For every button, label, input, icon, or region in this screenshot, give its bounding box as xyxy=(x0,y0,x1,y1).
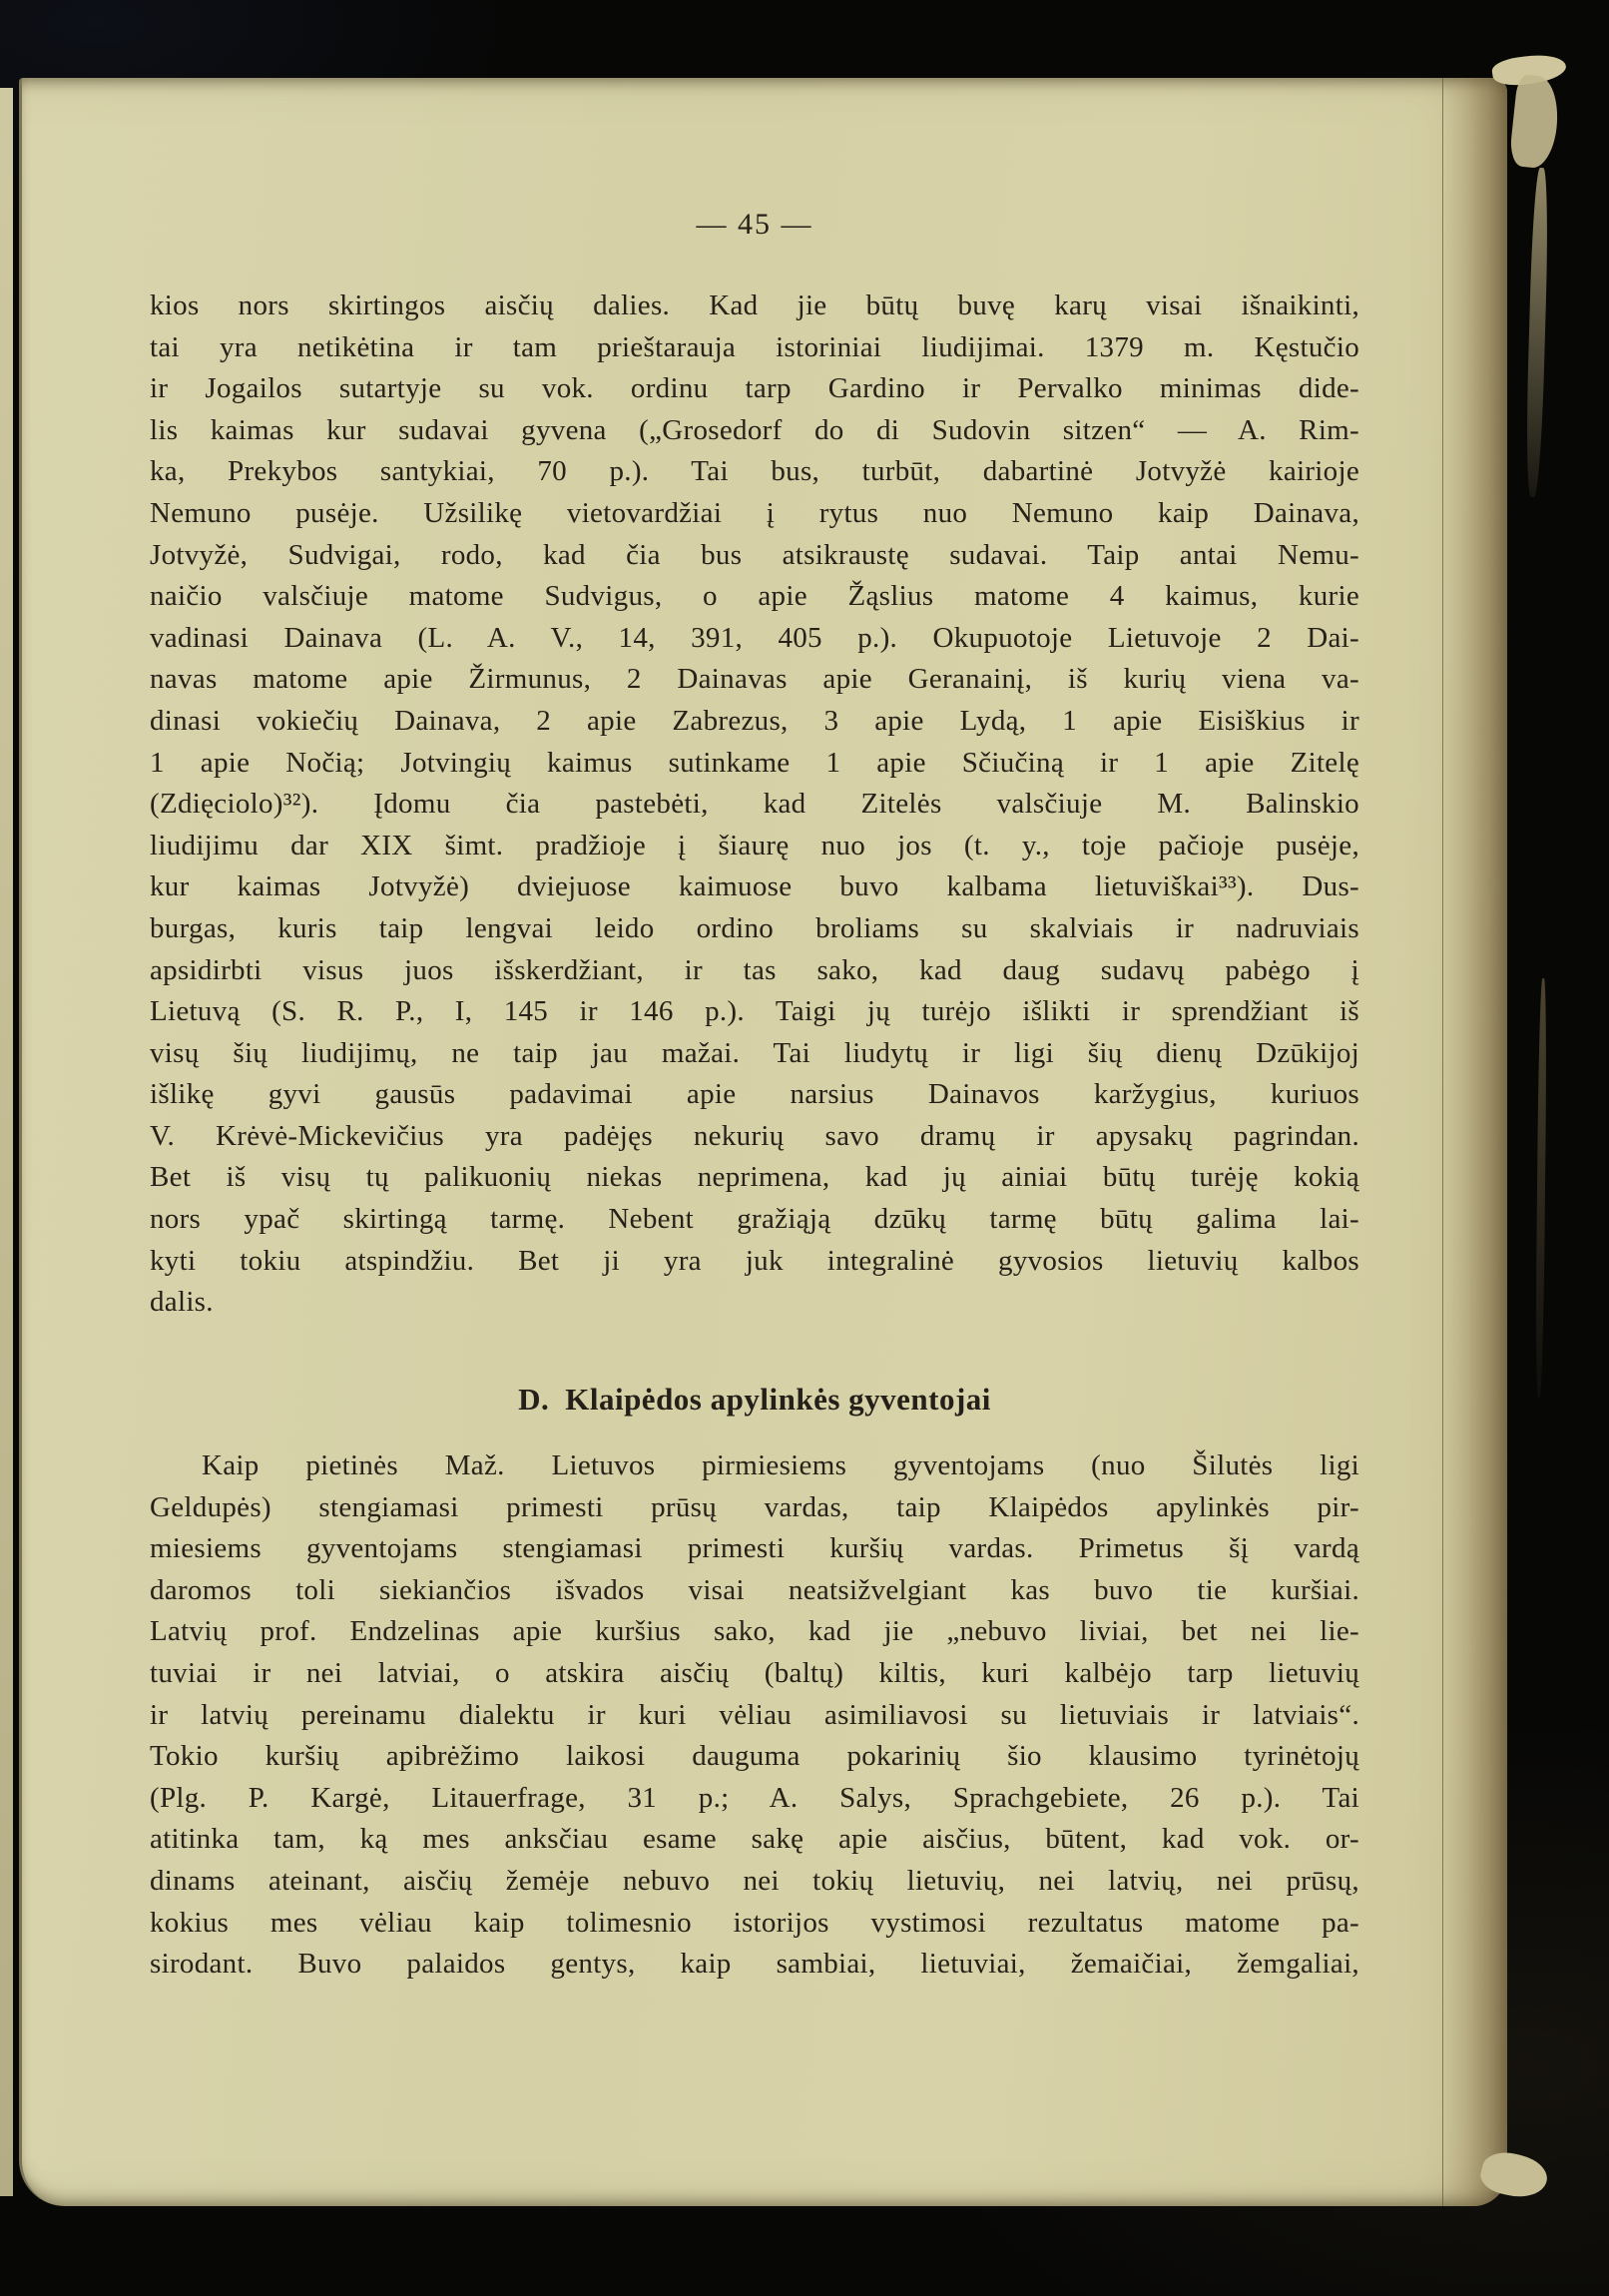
text-line: Bet iš visų tų palikuonių niekas neprimena, kad jų ainiai būtų turėję kokią xyxy=(150,1161,1359,1194)
text-line: atitinka tam, ką mes anksčiau esame sakę apie aisčius, būtent, kad vok. or- xyxy=(150,1823,1359,1856)
book-page xyxy=(19,78,1507,2206)
text-line: nors ypač skirtingą tarmę. Nebent gražiąją dzūkų tarmę būtų galima lai- xyxy=(150,1203,1359,1236)
text-line: visų šių liudijimų, ne taip jau mažai. Tai liudytų ir ligi šių dienų Dzūkijoj xyxy=(150,1036,1359,1069)
text-line: vadinasi Dainava (L. A. V., 14, 391, 405 p.). Okupuotoje Lietuvoje 2 Dai- xyxy=(150,621,1359,654)
text-line: burgas, kuris taip lengvai leido ordino broliams su skalviais ir nadruviais xyxy=(150,911,1359,944)
text-line: Nemuno pusėje. Užsilikę vietovardžiai į rytus nuo Nemuno kaip Dainava, xyxy=(150,496,1359,529)
body-paragraph-section xyxy=(150,1445,1359,1986)
section-heading: D. Klaipėdos apylinkės gyventojai xyxy=(518,1382,991,1417)
text-line: dinams ateinant, aisčių žemėje nebuvo nei tokių lietuvių, nei latvių, nei prūsų, xyxy=(150,1864,1359,1897)
text-line: dalis. xyxy=(150,1286,214,1319)
text-line: 1 apie Nočią; Jotvingių kaimus sutinkame 1 apie Sčiučiną ir 1 apie Zitelę xyxy=(150,746,1359,779)
text-line: dinasi vokiečių Dainava, 2 apie Zabrezus, 3 apie Lydą, 1 apie Eisiškius ir xyxy=(150,704,1359,737)
page-edge-highlight xyxy=(1524,168,1549,497)
text-line: kur kaimas Jotvyžė) dviejuose kaimuose buvo kalbama lietuviškai³³). Dus- xyxy=(150,870,1359,903)
text-line: Lietuvą (S. R. P., I, 145 ir 146 p.). Taigi jų turėjo išlikti ir sprendžiant iš xyxy=(150,995,1359,1028)
text-line: ir latvių pereinamu dialektu ir kuri vėliau asimiliavosi su lietuviais ir latviais“. xyxy=(150,1698,1359,1731)
text-line: ir Jogailos sutartyje su vok. ordinu tarp Gardino ir Pervalko minimas dide- xyxy=(150,372,1359,405)
text-line: Jotvyžė, Sudvigai, rodo, kad čia bus atsikraustę sudavai. Taip antai Nemu- xyxy=(150,538,1359,571)
text-line: sirodant. Buvo palaidos gentys, kaip sambiai, lietuviai, žemaičiai, žemgaliai, xyxy=(150,1948,1359,1981)
body-paragraph-continued xyxy=(150,286,1359,1324)
text-line: išlikę gyvi gausūs padavimai apie narsius Dainavos karžygius, kuriuos xyxy=(150,1078,1359,1111)
text-line: Tokio kuršių apibrėžimo laikosi dauguma pokarinių šio klausimo tyrinėtojų xyxy=(150,1740,1359,1773)
text-line: lis kaimas kur sudavai gyvena („Grosedorf do di Sudovin sitzen“ — A. Rim- xyxy=(150,413,1359,446)
text-line: naičio valsčiuje matome Sudvigus, o apie Žąslius matome 4 kaimus, kurie xyxy=(150,580,1359,613)
text-line: tai yra netikėtina ir tam prieštarauja istoriniai liudijimai. 1379 m. Kęstučio xyxy=(150,330,1359,363)
text-line: kyti tokiu atspindžiu. Bet ji yra juk integralinė gyvosios lietuvių kalbos xyxy=(150,1244,1359,1277)
text-line: liudijimu dar XIX šimt. pradžioje į šiaurę nuo jos (t. y., toje pačioje pusėje, xyxy=(150,829,1359,861)
page-edge-highlight xyxy=(1535,978,1547,1398)
text-line: kios nors skirtingos aisčių dalies. Kad jie būtų buvę karų visai išnaikinti, xyxy=(150,289,1359,321)
text-line: (Zdięciolo)³²). Įdomu čia pastebėti, kad Zitelės valsčiuje M. Balinskio xyxy=(150,788,1359,821)
text-line: ka, Prekybos santykiai, 70 p.). Tai bus, turbūt, dabartinė Jotvyžė kairioje xyxy=(150,455,1359,488)
text-line: tuviai ir nei latviai, o atskira aisčių (baltų) kiltis, kuri kalbėjo tarp lietuvių xyxy=(150,1656,1359,1689)
torn-paper-scrap xyxy=(1508,74,1561,170)
page-number: — 45 — xyxy=(696,208,813,241)
text-line: daromos toli siekiančios išvados visai neatsižvelgiant kas buvo tie kuršiai. xyxy=(150,1573,1359,1606)
text-line: (Plg. P. Kargė, Litauerfrage, 31 p.; A. Salys, Sprachgebiete, 26 p.). Tai xyxy=(150,1781,1359,1814)
text-line: kokius mes vėliau kaip tolimesnio istorijos vystimosi rezultatus matome pa- xyxy=(150,1906,1359,1939)
text-line: Geldupės) stengiamasi primesti prūsų vardas, taip Klaipėdos apylinkės pir- xyxy=(150,1490,1359,1523)
book-fore-edge xyxy=(1442,78,1507,2206)
text-line: V. Krėvė-Mickevičius yra padėjęs nekurių savo dramų ir apysakų pagrindan. xyxy=(150,1119,1359,1152)
text-line: Kaip pietinės Maž. Lietuvos pirmiesiems gyventojams (nuo Šilutės ligi xyxy=(202,1449,1359,1481)
text-line: miesiems gyventojams stengiamasi primesti kuršių vardas. Primetus šį vardą xyxy=(150,1532,1359,1565)
text-line: Latvių prof. Endzelinas apie kuršius sako, kad jie „nebuvo liviai, bet nei lie- xyxy=(150,1615,1359,1648)
facing-page-edge xyxy=(0,88,13,2196)
text-line: navas matome apie Žirmunus, 2 Dainavas apie Geranainį, iš kurių viena va- xyxy=(150,663,1359,696)
text-line: apsidirbti visus juos išskerdžiant, ir tas sako, kad daug sudavų pabėgo į xyxy=(150,953,1359,986)
